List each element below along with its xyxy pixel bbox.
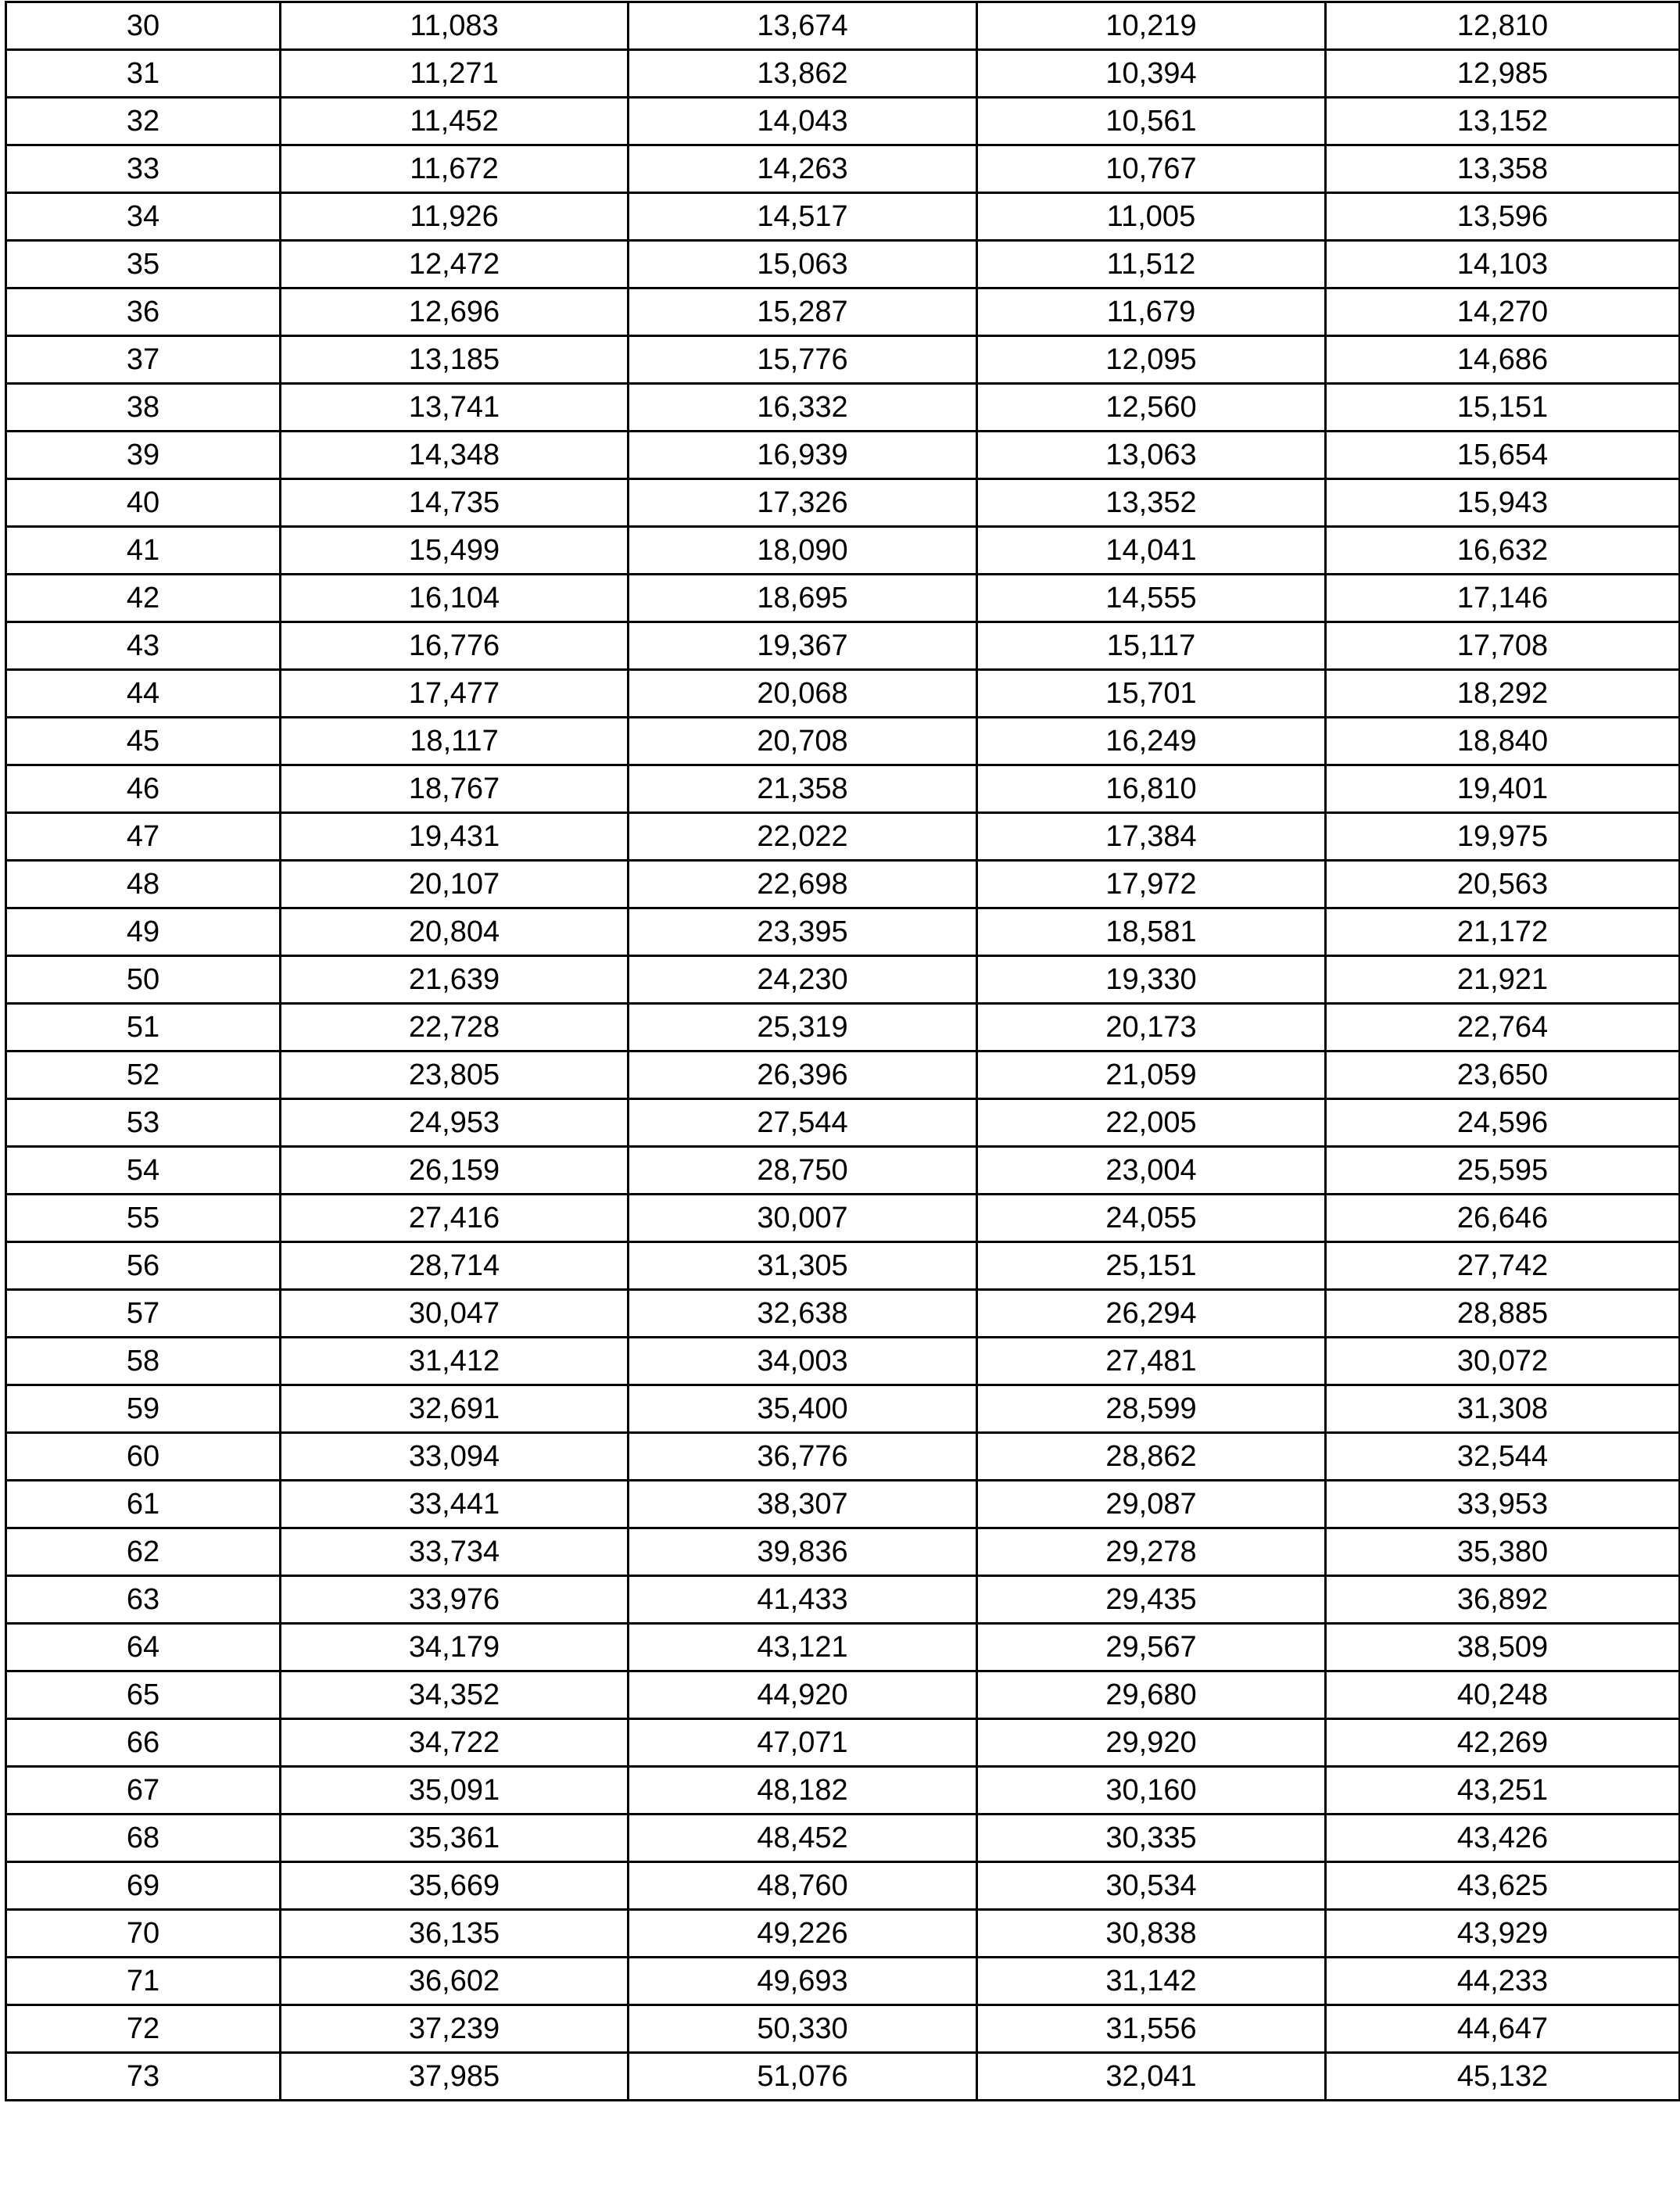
- value-cell-col-1: 33,094: [281, 1433, 629, 1481]
- value-cell-col-3: 21,059: [977, 1052, 1326, 1099]
- value-cell-col-3: 24,055: [977, 1195, 1326, 1242]
- table-row: [6, 527, 1680, 575]
- value-cell-col-1: 37,985: [281, 2053, 629, 2101]
- value-cell-col-1: 32,691: [281, 1385, 629, 1433]
- value-cell-col-2: 38,307: [629, 1481, 977, 1528]
- value-cell-col-3: 26,294: [977, 1290, 1326, 1338]
- value-cell-col-4: 43,251: [1326, 1767, 1680, 1815]
- value-cell-col-1: 11,452: [281, 98, 629, 145]
- value-cell-col-3: 13,352: [977, 479, 1326, 527]
- value-cell-col-4: 13,152: [1326, 98, 1680, 145]
- row-label-cell: 42: [6, 575, 281, 622]
- value-cell-col-4: 18,840: [1326, 718, 1680, 765]
- value-cell-col-3: 29,087: [977, 1481, 1326, 1528]
- row-label-cell: 41: [6, 527, 281, 575]
- value-cell-col-2: 26,396: [629, 1052, 977, 1099]
- row-label-cell: 59: [6, 1385, 281, 1433]
- value-cell-col-2: 13,862: [629, 50, 977, 98]
- value-cell-col-1: 11,926: [281, 193, 629, 241]
- row-label-cell: 70: [6, 1910, 281, 1958]
- value-cell-col-3: 16,810: [977, 765, 1326, 813]
- value-cell-col-2: 51,076: [629, 2053, 977, 2101]
- value-cell-col-1: 14,348: [281, 432, 629, 479]
- value-cell-col-4: 44,647: [1326, 2005, 1680, 2053]
- row-label-cell: 67: [6, 1767, 281, 1815]
- value-cell-col-3: 17,384: [977, 813, 1326, 861]
- value-cell-col-3: 31,142: [977, 1958, 1326, 2005]
- table-row: [6, 241, 1680, 288]
- row-label-cell: 30: [6, 2, 281, 50]
- value-cell-col-1: 27,416: [281, 1195, 629, 1242]
- value-cell-col-1: 26,159: [281, 1147, 629, 1195]
- table-row: [6, 50, 1680, 98]
- value-cell-col-2: 23,395: [629, 908, 977, 956]
- value-cell-col-4: 12,810: [1326, 2, 1680, 50]
- table-row: [6, 670, 1680, 718]
- table-row: [6, 2, 1680, 50]
- value-cell-col-2: 16,332: [629, 384, 977, 432]
- table-row: [6, 1290, 1680, 1338]
- table-row: [6, 1624, 1680, 1671]
- table-row: [6, 145, 1680, 193]
- value-cell-col-4: 33,953: [1326, 1481, 1680, 1528]
- value-cell-col-1: 17,477: [281, 670, 629, 718]
- value-cell-col-2: 28,750: [629, 1147, 977, 1195]
- value-cell-col-4: 17,708: [1326, 622, 1680, 670]
- row-label-cell: 37: [6, 336, 281, 384]
- value-cell-col-3: 23,004: [977, 1147, 1326, 1195]
- value-cell-col-2: 15,287: [629, 288, 977, 336]
- value-cell-col-2: 41,433: [629, 1576, 977, 1624]
- value-cell-col-3: 10,561: [977, 98, 1326, 145]
- value-cell-col-4: 14,270: [1326, 288, 1680, 336]
- value-cell-col-4: 32,544: [1326, 1433, 1680, 1481]
- value-cell-col-3: 17,972: [977, 861, 1326, 908]
- value-cell-col-3: 11,005: [977, 193, 1326, 241]
- value-cell-col-2: 17,326: [629, 479, 977, 527]
- row-label-cell: 32: [6, 98, 281, 145]
- value-cell-col-1: 36,602: [281, 1958, 629, 2005]
- value-cell-col-2: 30,007: [629, 1195, 977, 1242]
- value-cell-col-2: 34,003: [629, 1338, 977, 1385]
- value-cell-col-1: 28,714: [281, 1242, 629, 1290]
- value-cell-col-1: 14,735: [281, 479, 629, 527]
- row-label-cell: 36: [6, 288, 281, 336]
- value-cell-col-2: 14,517: [629, 193, 977, 241]
- value-cell-col-4: 22,764: [1326, 1004, 1680, 1052]
- value-cell-col-4: 43,426: [1326, 1815, 1680, 1862]
- value-cell-col-2: 48,182: [629, 1767, 977, 1815]
- row-label-cell: 47: [6, 813, 281, 861]
- value-cell-col-4: 13,358: [1326, 145, 1680, 193]
- table-row: [6, 1338, 1680, 1385]
- value-cell-col-4: 45,132: [1326, 2053, 1680, 2101]
- value-cell-col-1: 13,185: [281, 336, 629, 384]
- value-cell-col-3: 28,599: [977, 1385, 1326, 1433]
- table-row: [6, 98, 1680, 145]
- row-label-cell: 49: [6, 908, 281, 956]
- value-cell-col-2: 25,319: [629, 1004, 977, 1052]
- table-row: [6, 1576, 1680, 1624]
- value-cell-col-2: 49,226: [629, 1910, 977, 1958]
- table-row: [6, 718, 1680, 765]
- value-cell-col-2: 39,836: [629, 1528, 977, 1576]
- value-cell-col-2: 18,695: [629, 575, 977, 622]
- value-cell-col-3: 29,278: [977, 1528, 1326, 1576]
- row-label-cell: 73: [6, 2053, 281, 2101]
- row-label-cell: 52: [6, 1052, 281, 1099]
- value-cell-col-2: 47,071: [629, 1719, 977, 1767]
- row-label-cell: 51: [6, 1004, 281, 1052]
- row-label-cell: 71: [6, 1958, 281, 2005]
- value-cell-col-3: 14,555: [977, 575, 1326, 622]
- value-cell-col-1: 24,953: [281, 1099, 629, 1147]
- value-cell-col-2: 35,400: [629, 1385, 977, 1433]
- value-cell-col-2: 22,022: [629, 813, 977, 861]
- value-cell-col-4: 23,650: [1326, 1052, 1680, 1099]
- value-cell-col-4: 43,625: [1326, 1862, 1680, 1910]
- table-body: [6, 2, 1680, 2101]
- value-cell-col-1: 20,107: [281, 861, 629, 908]
- value-cell-col-2: 20,068: [629, 670, 977, 718]
- value-cell-col-4: 44,233: [1326, 1958, 1680, 2005]
- value-cell-col-3: 10,219: [977, 2, 1326, 50]
- value-cell-col-4: 21,921: [1326, 956, 1680, 1004]
- value-cell-col-2: 21,358: [629, 765, 977, 813]
- row-label-cell: 45: [6, 718, 281, 765]
- value-cell-col-2: 27,544: [629, 1099, 977, 1147]
- row-label-cell: 38: [6, 384, 281, 432]
- table-row: [6, 193, 1680, 241]
- value-cell-col-4: 12,985: [1326, 50, 1680, 98]
- value-cell-col-3: 14,041: [977, 527, 1326, 575]
- value-cell-col-4: 26,646: [1326, 1195, 1680, 1242]
- value-cell-col-3: 11,512: [977, 241, 1326, 288]
- value-cell-col-4: 36,892: [1326, 1576, 1680, 1624]
- value-cell-col-4: 17,146: [1326, 575, 1680, 622]
- value-cell-col-2: 50,330: [629, 2005, 977, 2053]
- value-cell-col-3: 15,701: [977, 670, 1326, 718]
- value-cell-col-1: 16,776: [281, 622, 629, 670]
- value-cell-col-1: 19,431: [281, 813, 629, 861]
- value-cell-col-3: 16,249: [977, 718, 1326, 765]
- value-cell-col-3: 10,394: [977, 50, 1326, 98]
- row-label-cell: 40: [6, 479, 281, 527]
- value-cell-col-1: 36,135: [281, 1910, 629, 1958]
- value-cell-col-3: 20,173: [977, 1004, 1326, 1052]
- table-row: [6, 765, 1680, 813]
- value-cell-col-4: 20,563: [1326, 861, 1680, 908]
- value-cell-col-3: 29,567: [977, 1624, 1326, 1671]
- value-cell-col-4: 15,943: [1326, 479, 1680, 527]
- row-label-cell: 35: [6, 241, 281, 288]
- value-cell-col-2: 19,367: [629, 622, 977, 670]
- row-label-cell: 54: [6, 1147, 281, 1195]
- table-row: [6, 1147, 1680, 1195]
- value-cell-col-3: 22,005: [977, 1099, 1326, 1147]
- table-row: [6, 1242, 1680, 1290]
- row-label-cell: 63: [6, 1576, 281, 1624]
- value-cell-col-2: 24,230: [629, 956, 977, 1004]
- value-cell-col-3: 32,041: [977, 2053, 1326, 2101]
- value-cell-col-4: 19,975: [1326, 813, 1680, 861]
- table-row: [6, 2053, 1680, 2101]
- value-cell-col-2: 14,043: [629, 98, 977, 145]
- row-label-cell: 39: [6, 432, 281, 479]
- value-cell-col-4: 25,595: [1326, 1147, 1680, 1195]
- table-row: [6, 956, 1680, 1004]
- value-cell-col-4: 40,248: [1326, 1671, 1680, 1719]
- value-cell-col-3: 18,581: [977, 908, 1326, 956]
- value-cell-col-4: 43,929: [1326, 1910, 1680, 1958]
- row-label-cell: 64: [6, 1624, 281, 1671]
- table-row: [6, 1433, 1680, 1481]
- table-row: [6, 288, 1680, 336]
- value-cell-col-2: 31,305: [629, 1242, 977, 1290]
- table-row: [6, 813, 1680, 861]
- value-cell-col-1: 22,728: [281, 1004, 629, 1052]
- value-cell-col-4: 18,292: [1326, 670, 1680, 718]
- value-cell-col-1: 35,091: [281, 1767, 629, 1815]
- value-cell-col-4: 38,509: [1326, 1624, 1680, 1671]
- value-cell-col-3: 31,556: [977, 2005, 1326, 2053]
- value-cell-col-1: 16,104: [281, 575, 629, 622]
- value-cell-col-4: 35,380: [1326, 1528, 1680, 1576]
- table-row: [6, 575, 1680, 622]
- value-cell-col-3: 30,335: [977, 1815, 1326, 1862]
- value-cell-col-4: 21,172: [1326, 908, 1680, 956]
- value-cell-col-3: 19,330: [977, 956, 1326, 1004]
- row-label-cell: 34: [6, 193, 281, 241]
- row-label-cell: 65: [6, 1671, 281, 1719]
- value-cell-col-2: 15,776: [629, 336, 977, 384]
- value-cell-col-4: 14,103: [1326, 241, 1680, 288]
- table-row: [6, 1481, 1680, 1528]
- row-label-cell: 50: [6, 956, 281, 1004]
- value-cell-col-4: 24,596: [1326, 1099, 1680, 1147]
- value-cell-col-2: 13,674: [629, 2, 977, 50]
- table-row: [6, 479, 1680, 527]
- value-cell-col-3: 12,095: [977, 336, 1326, 384]
- value-cell-col-1: 20,804: [281, 908, 629, 956]
- value-cell-col-3: 27,481: [977, 1338, 1326, 1385]
- table-row: [6, 384, 1680, 432]
- table-row: [6, 1528, 1680, 1576]
- row-label-cell: 53: [6, 1099, 281, 1147]
- value-cell-col-2: 49,693: [629, 1958, 977, 2005]
- table-row: [6, 908, 1680, 956]
- value-cell-col-1: 34,179: [281, 1624, 629, 1671]
- row-label-cell: 62: [6, 1528, 281, 1576]
- value-cell-col-2: 43,121: [629, 1624, 977, 1671]
- value-cell-col-1: 34,352: [281, 1671, 629, 1719]
- row-label-cell: 31: [6, 50, 281, 98]
- value-cell-col-1: 18,767: [281, 765, 629, 813]
- row-label-cell: 48: [6, 861, 281, 908]
- value-cell-col-4: 30,072: [1326, 1338, 1680, 1385]
- value-cell-col-2: 14,263: [629, 145, 977, 193]
- value-cell-col-2: 48,760: [629, 1862, 977, 1910]
- value-cell-col-4: 16,632: [1326, 527, 1680, 575]
- row-label-cell: 43: [6, 622, 281, 670]
- row-label-cell: 44: [6, 670, 281, 718]
- value-cell-col-1: 33,734: [281, 1528, 629, 1576]
- table-row: [6, 1004, 1680, 1052]
- row-label-cell: 46: [6, 765, 281, 813]
- value-cell-col-1: 18,117: [281, 718, 629, 765]
- value-cell-col-1: 35,361: [281, 1815, 629, 1862]
- value-cell-col-3: 29,435: [977, 1576, 1326, 1624]
- table-row: [6, 1719, 1680, 1767]
- value-cell-col-1: 12,696: [281, 288, 629, 336]
- table-row: [6, 432, 1680, 479]
- value-cell-col-1: 35,669: [281, 1862, 629, 1910]
- value-cell-col-1: 11,083: [281, 2, 629, 50]
- value-cell-col-1: 37,239: [281, 2005, 629, 2053]
- value-cell-col-2: 15,063: [629, 241, 977, 288]
- value-cell-col-4: 19,401: [1326, 765, 1680, 813]
- table-row: [6, 861, 1680, 908]
- value-cell-col-4: 15,654: [1326, 432, 1680, 479]
- value-cell-col-4: 42,269: [1326, 1719, 1680, 1767]
- table-row: [6, 1099, 1680, 1147]
- value-cell-col-2: 48,452: [629, 1815, 977, 1862]
- value-cell-col-1: 33,976: [281, 1576, 629, 1624]
- value-cell-col-3: 30,534: [977, 1862, 1326, 1910]
- value-cell-col-2: 18,090: [629, 527, 977, 575]
- value-cell-col-1: 30,047: [281, 1290, 629, 1338]
- table-row: [6, 1195, 1680, 1242]
- value-cell-col-3: 25,151: [977, 1242, 1326, 1290]
- row-label-cell: 55: [6, 1195, 281, 1242]
- value-cell-col-1: 31,412: [281, 1338, 629, 1385]
- row-label-cell: 66: [6, 1719, 281, 1767]
- table-row: [6, 622, 1680, 670]
- value-cell-col-4: 27,742: [1326, 1242, 1680, 1290]
- table-row: [6, 336, 1680, 384]
- value-cell-col-4: 14,686: [1326, 336, 1680, 384]
- value-cell-col-4: 28,885: [1326, 1290, 1680, 1338]
- value-cell-col-4: 31,308: [1326, 1385, 1680, 1433]
- data-table: [5, 1, 1680, 2101]
- row-label-cell: 69: [6, 1862, 281, 1910]
- row-label-cell: 68: [6, 1815, 281, 1862]
- row-label-cell: 56: [6, 1242, 281, 1290]
- value-cell-col-2: 16,939: [629, 432, 977, 479]
- table-row: [6, 1815, 1680, 1862]
- value-cell-col-2: 22,698: [629, 861, 977, 908]
- value-cell-col-1: 12,472: [281, 241, 629, 288]
- value-cell-col-3: 29,920: [977, 1719, 1326, 1767]
- value-cell-col-3: 30,160: [977, 1767, 1326, 1815]
- value-cell-col-3: 30,838: [977, 1910, 1326, 1958]
- value-cell-col-3: 12,560: [977, 384, 1326, 432]
- value-cell-col-3: 11,679: [977, 288, 1326, 336]
- table-row: [6, 2005, 1680, 2053]
- value-cell-col-1: 23,805: [281, 1052, 629, 1099]
- table-row: [6, 1862, 1680, 1910]
- value-cell-col-1: 34,722: [281, 1719, 629, 1767]
- row-label-cell: 58: [6, 1338, 281, 1385]
- value-cell-col-2: 36,776: [629, 1433, 977, 1481]
- value-cell-col-2: 32,638: [629, 1290, 977, 1338]
- value-cell-col-1: 21,639: [281, 956, 629, 1004]
- value-cell-col-2: 20,708: [629, 718, 977, 765]
- value-cell-col-3: 29,680: [977, 1671, 1326, 1719]
- value-cell-col-3: 10,767: [977, 145, 1326, 193]
- table-row: [6, 1910, 1680, 1958]
- value-cell-col-1: 33,441: [281, 1481, 629, 1528]
- value-cell-col-4: 13,596: [1326, 193, 1680, 241]
- row-label-cell: 57: [6, 1290, 281, 1338]
- table-row: [6, 1671, 1680, 1719]
- value-cell-col-2: 44,920: [629, 1671, 977, 1719]
- table-row: [6, 1052, 1680, 1099]
- value-cell-col-1: 13,741: [281, 384, 629, 432]
- table-row: [6, 1385, 1680, 1433]
- value-cell-col-1: 11,672: [281, 145, 629, 193]
- value-cell-col-3: 15,117: [977, 622, 1326, 670]
- row-label-cell: 60: [6, 1433, 281, 1481]
- value-cell-col-1: 11,271: [281, 50, 629, 98]
- table-row: [6, 1958, 1680, 2005]
- row-label-cell: 33: [6, 145, 281, 193]
- value-cell-col-4: 15,151: [1326, 384, 1680, 432]
- value-cell-col-1: 15,499: [281, 527, 629, 575]
- row-label-cell: 61: [6, 1481, 281, 1528]
- row-label-cell: 72: [6, 2005, 281, 2053]
- table-row: [6, 1767, 1680, 1815]
- value-cell-col-3: 28,862: [977, 1433, 1326, 1481]
- value-cell-col-3: 13,063: [977, 432, 1326, 479]
